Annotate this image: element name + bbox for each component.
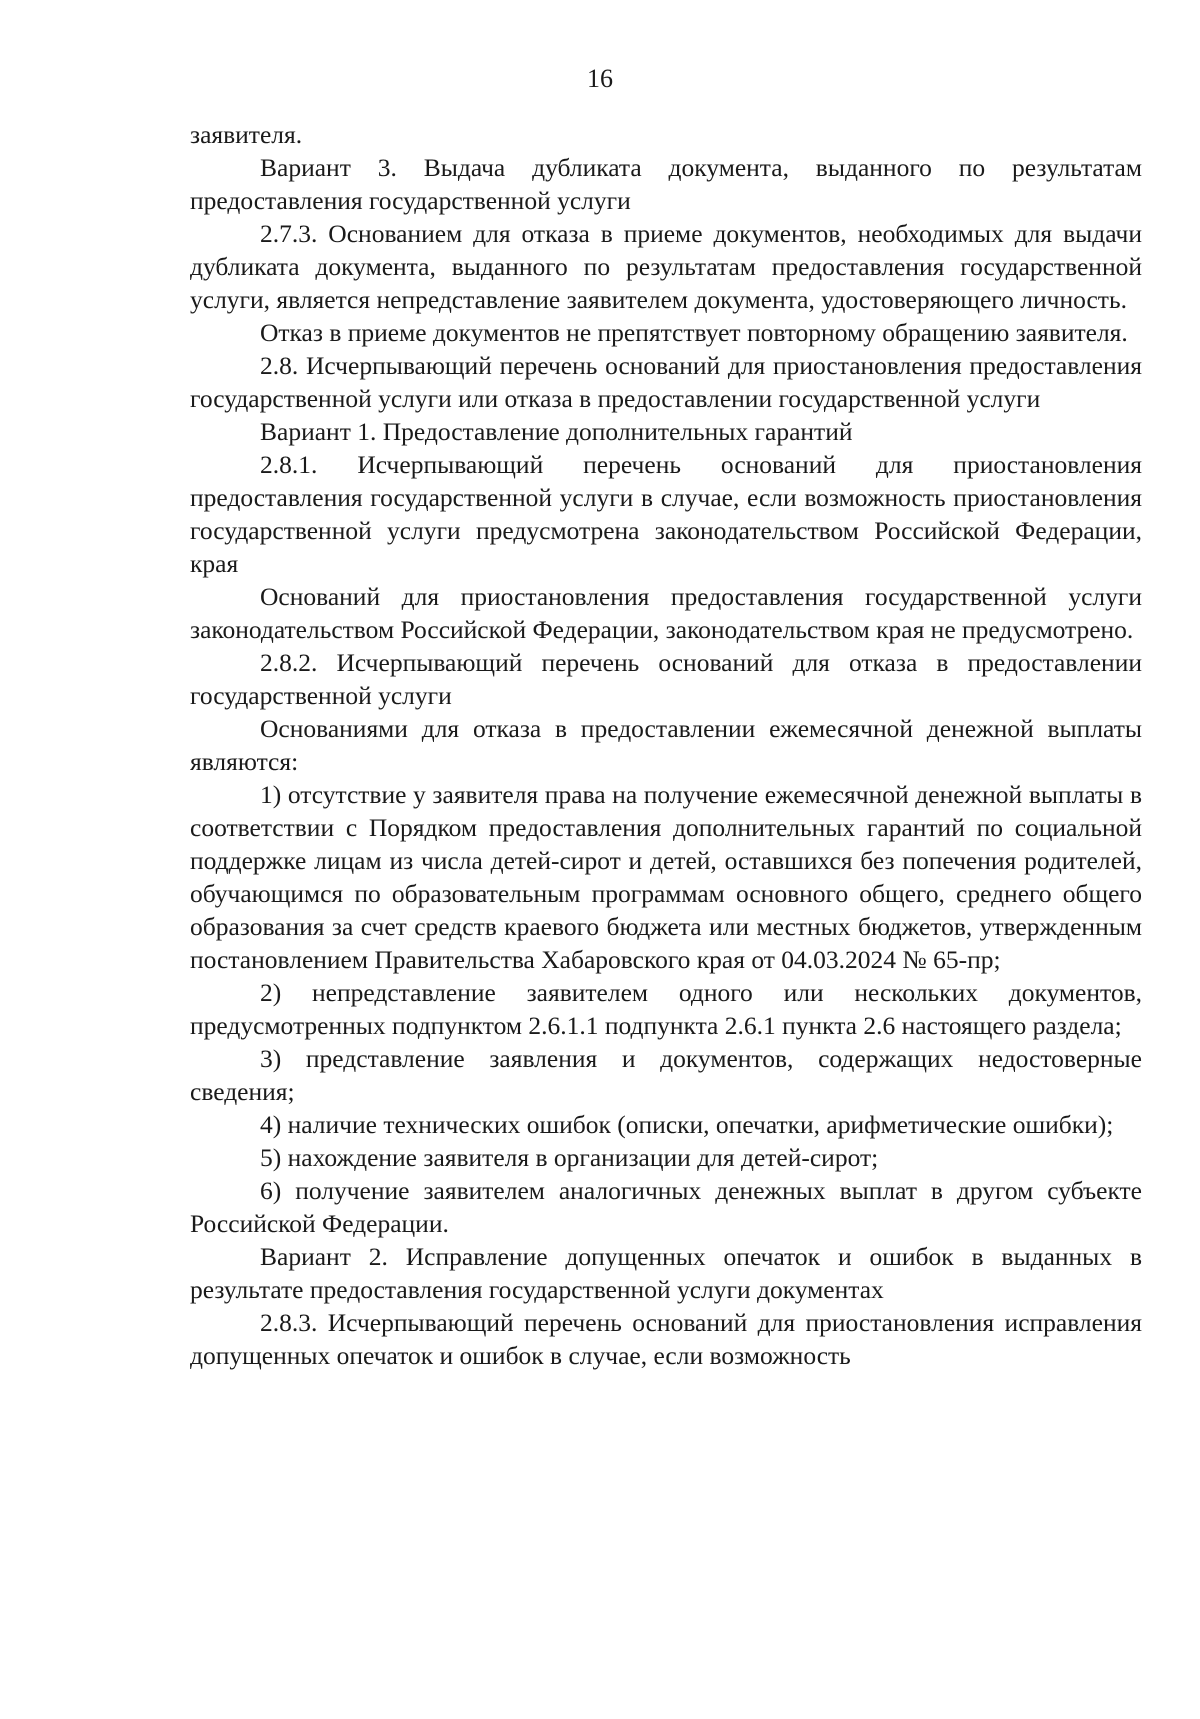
page-number: 16 — [587, 64, 613, 93]
paragraph-2-8-3: 2.8.3. Исчерпывающий перечень оснований для приостановления исправления допущенных опечаток и ошибок в случае, если возможность — [190, 1308, 1142, 1370]
paragraph-2-7-3: 2.7.3. Основанием для отказа в приеме документов, необходимых для выдачи дубликата документа, выданного по результатам предоставления государственной услуги, является непредставление заявителем документа, удостоверяющего личность. — [190, 219, 1142, 314]
paragraph-continuation: заявителя. — [190, 120, 303, 149]
paragraph-refusal-note: Отказ в приеме документов не препятствует повторному обращению заявителя. — [260, 318, 1128, 347]
list-item-2: 2) непредставление заявителем одного или нескольких документов, предусмотренных подпунктом 2.6.1.1 подпункта 2.6.1 пункта 2.6 настоящего раздела; — [190, 978, 1142, 1040]
paragraph-variant-2-heading: Вариант 2. Исправление допущенных опечаток и ошибок в выданных в результате предоставления государственной услуги документах — [190, 1242, 1142, 1304]
paragraph-refusal-grounds-intro: Основаниями для отказа в предоставлении ежемесячной денежной выплаты являются: — [190, 714, 1142, 776]
paragraph-2-8-heading: 2.8. Исчерпывающий перечень оснований для приостановления предоставления государственной услуги или отказа в предоставлении государственной услуги — [190, 351, 1142, 413]
paragraph-variant-1-heading: Вариант 1. Предоставление дополнительных гарантий — [260, 417, 853, 446]
list-item-5: 5) нахождение заявителя в организации для детей-сирот; — [260, 1143, 879, 1172]
paragraph-no-suspension-grounds: Оснований для приостановления предоставления государственной услуги законодательством Российской Федерации, законодательством края не предусмотрено. — [190, 582, 1142, 644]
list-item-6: 6) получение заявителем аналогичных денежных выплат в другом субъекте Российской Федерации. — [190, 1176, 1142, 1238]
paragraph-variant-3-heading: Вариант 3. Выдача дубликата документа, выданного по результатам предоставления государственной услуги — [190, 153, 1142, 215]
document-body — [190, 118, 1142, 1372]
list-item-3: 3) представление заявления и документов, содержащих недостоверные сведения; — [190, 1044, 1142, 1106]
paragraph-2-8-1: 2.8.1. Исчерпывающий перечень оснований для приостановления предоставления государственной услуги в случае, если возможность приостановления государственной услуги предусмотрена законодательством Российской Федерации, края — [190, 450, 1142, 578]
list-item-4: 4) наличие технических ошибок (описки, опечатки, арифметические ошибки); — [260, 1110, 1114, 1139]
list-item-1: 1) отсутствие у заявителя права на получение ежемесячной денежной выплаты в соответствии с Порядком предоставления дополнительных гарантий по социальной поддержке лицам из числа детей-сирот и детей, оставшихся без попечения родителей, обучающимся по образовательным программам основного общего, среднего общего образования за счет средств краевого бюджета или местных бюджетов, утвержденным постановлением Правительства Хабаровского края от 04.03.2024 № 65-пр; — [190, 780, 1142, 974]
paragraph-2-8-2: 2.8.2. Исчерпывающий перечень оснований для отказа в предоставлении государственной услуги — [190, 648, 1142, 710]
